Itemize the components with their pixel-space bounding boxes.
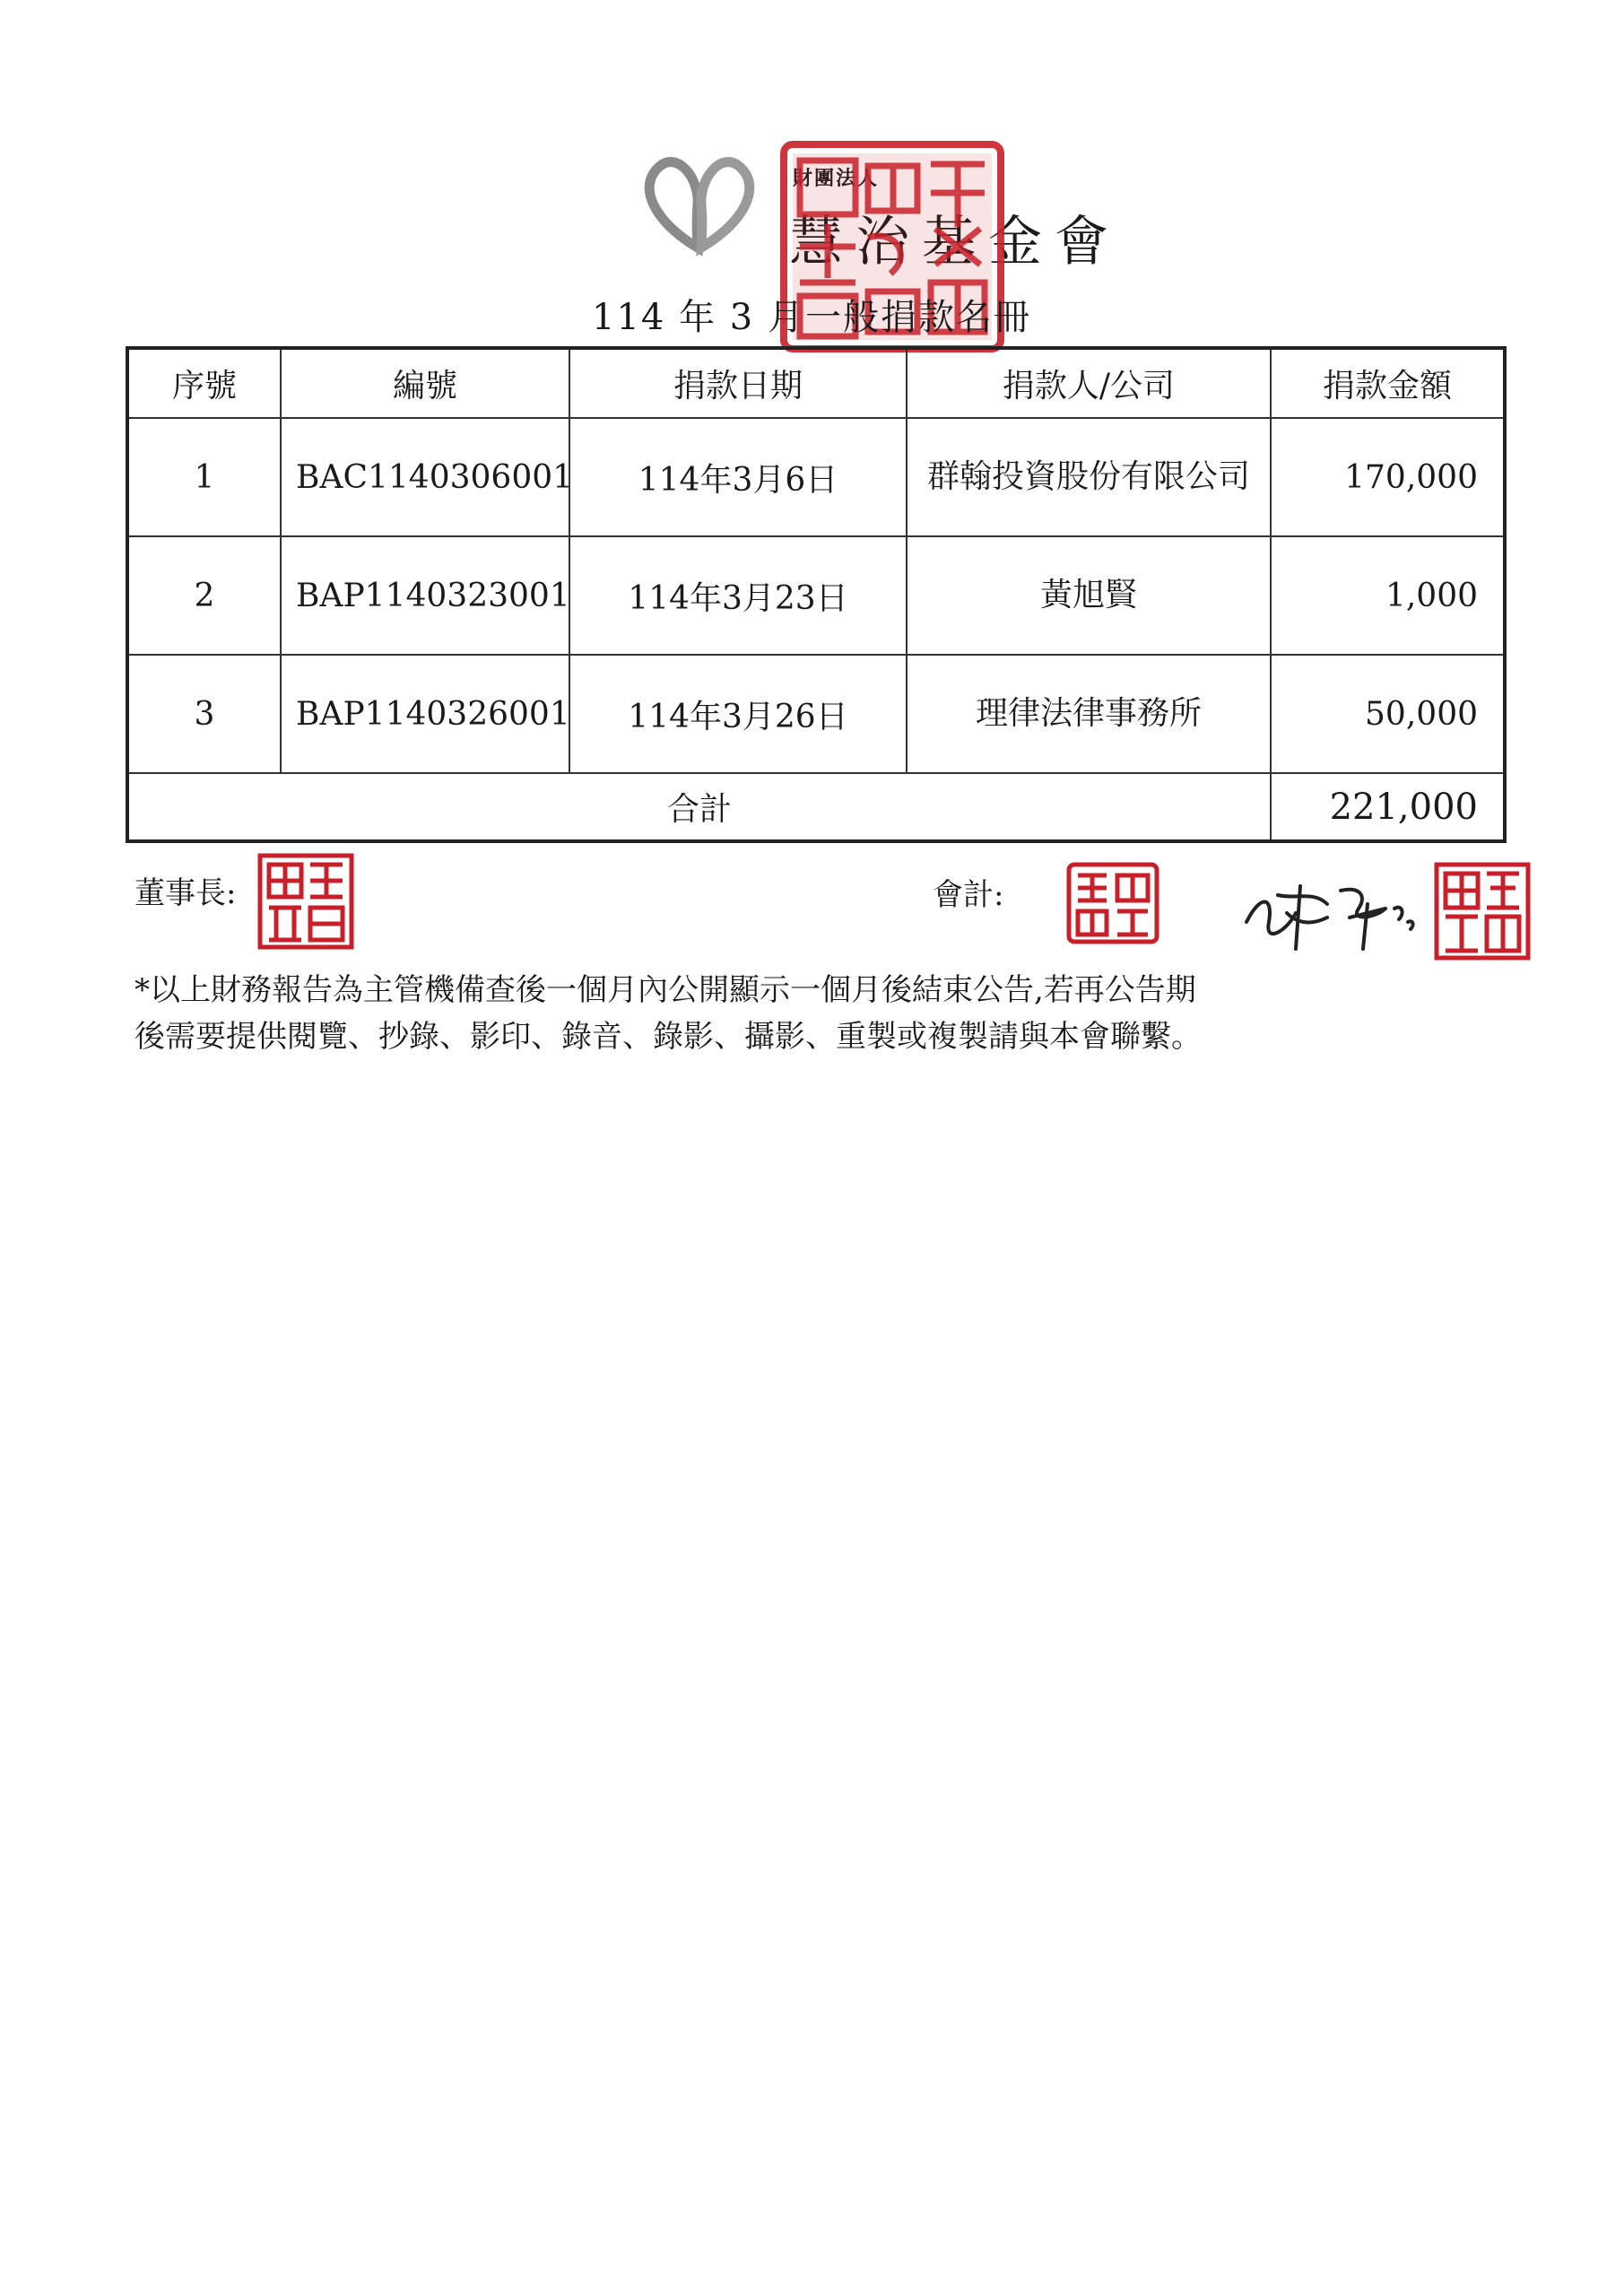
- column-header-id: 編號: [281, 348, 569, 418]
- table-header-row: [127, 348, 1505, 418]
- cell-donor: 黃旭賢: [907, 536, 1271, 655]
- cell-amount: 170,000: [1271, 418, 1505, 536]
- disclosure-note: [135, 967, 1390, 1060]
- org-type-label: 財團法人: [793, 167, 880, 190]
- column-header-seq: 序號: [127, 348, 281, 418]
- cell-seq: 1: [127, 418, 281, 536]
- cell-date: 114年3月26日: [569, 655, 907, 773]
- cell-donor: 理律法律事務所: [907, 655, 1271, 773]
- org-name: 慧治基金會: [789, 211, 1121, 274]
- cell-seq: 2: [127, 536, 281, 655]
- document-header: [0, 0, 1624, 338]
- cell-id: BAC1140306001: [281, 418, 569, 536]
- cell-amount: 1,000: [1271, 536, 1505, 655]
- chairman-label: 董事長:: [135, 875, 237, 911]
- column-header-date: 捐款日期: [569, 348, 907, 418]
- manager-signature: [1238, 868, 1426, 958]
- cell-date: 114年3月6日: [569, 418, 907, 536]
- accountant-label: 會計:: [933, 877, 1004, 913]
- table-row: [127, 655, 1505, 773]
- cell-date: 114年3月23日: [569, 536, 907, 655]
- document-title: 114 年 3 月一般捐款名冊: [592, 297, 1031, 338]
- manager-seal: [1433, 861, 1532, 961]
- cell-id: BAP1140326001: [281, 655, 569, 773]
- total-amount: 221,000: [1271, 773, 1505, 841]
- total-label: 合計: [127, 773, 1271, 841]
- table-row: [127, 418, 1505, 536]
- foundation-logo-icon: [619, 151, 780, 258]
- cell-id: BAP1140323001: [281, 536, 569, 655]
- cell-donor: 群翰投資股份有限公司: [907, 418, 1271, 536]
- donation-table: [126, 346, 1507, 843]
- table-row: [127, 536, 1505, 655]
- cell-amount: 50,000: [1271, 655, 1505, 773]
- column-header-donor: 捐款人/公司: [907, 348, 1271, 418]
- column-header-amount: 捐款金額: [1271, 348, 1505, 418]
- total-row: [127, 773, 1505, 841]
- cell-seq: 3: [127, 655, 281, 773]
- note-line-1: *以上財務報告為主管機備查後一個月內公開顯示一個月後結束公告,若再公告期: [135, 972, 1196, 1008]
- accountant-seal: [1065, 861, 1160, 945]
- chairman-seal: [256, 852, 355, 951]
- note-line-2: 後需要提供閱覽、抄錄、影印、錄音、錄影、攝影、重製或複製請與本會聯繫。: [135, 1019, 1202, 1055]
- manager-signature-text: 經辦: [1238, 868, 1239, 869]
